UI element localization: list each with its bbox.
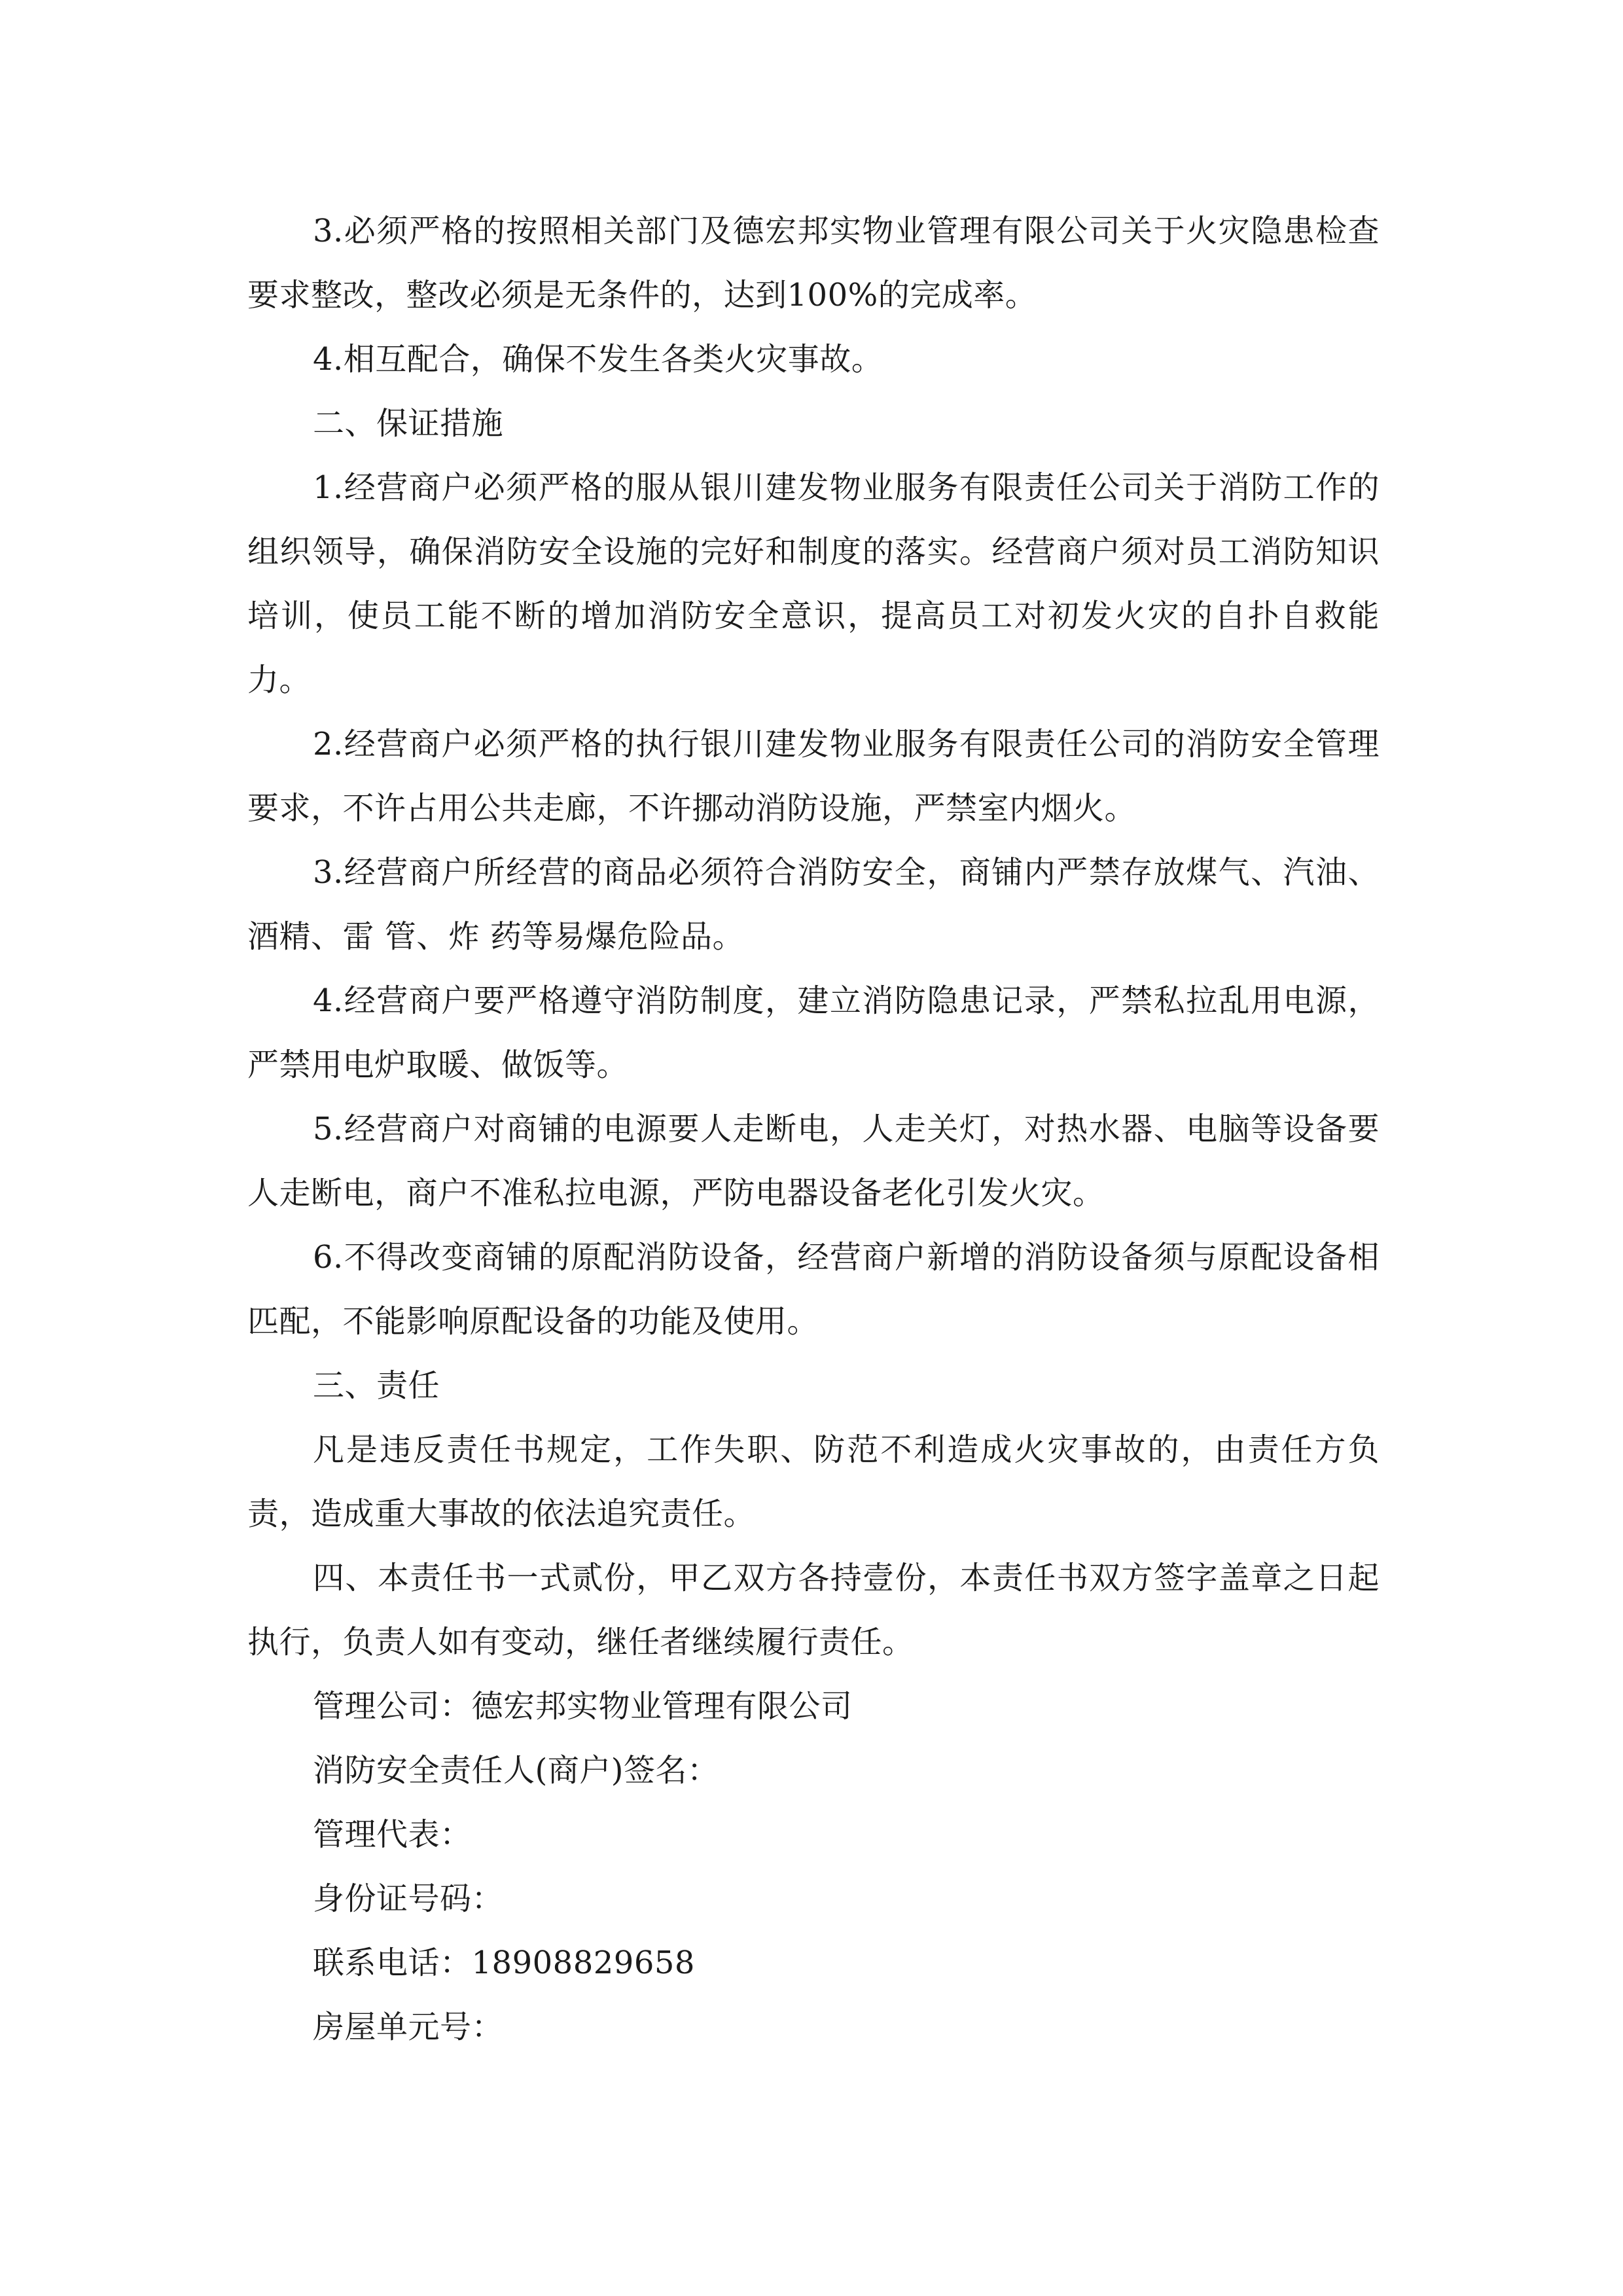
paragraph-item-3-rectification: 3.必须严格的按照相关部门及德宏邦实物业管理有限公司关于火灾隐患检查要求整改，整改必须是无条件的，达到100%的完成率。 xyxy=(247,213,1380,314)
paragraph-responsibility: 凡是违反责任书规定，工作失职、防范不利造成火灾事故的，由责任方负责，造成重大事故的依法追究责任。 xyxy=(247,1431,1380,1532)
signature-line-management-company: 管理公司：德宏邦实物业管理有限公司 xyxy=(313,1688,853,1725)
document-body xyxy=(247,199,1380,2059)
paragraph-copies-clause: 四、本责任书一式贰份，甲乙双方各持壹份，本责任书双方签字盖章之日起执行，负责人如有变动，继任者继续履行责任。 xyxy=(247,1560,1380,1660)
signature-line-phone: 联系电话：18908829658 xyxy=(313,1945,695,1981)
paragraph-measure-6: 6.不得改变商铺的原配消防设备，经营商户新增的消防设备须与原配设备相匹配，不能影响原配设备的功能及使用。 xyxy=(247,1239,1380,1340)
paragraph-measure-4: 4.经营商户要严格遵守消防制度，建立消防隐患记录，严禁私拉乱用电源，严禁用电炉取暖、做饭等。 xyxy=(247,982,1380,1083)
paragraph-measure-1: 1.经营商户必须严格的服从银川建发物业服务有限责任公司关于消防工作的组织领导，确保消防安全设施的完好和制度的落实。经营商户须对员工消防知识培训，使员工能不断的增加消防安全意识，提高员工对初发火灾的自扑自救能力。 xyxy=(247,469,1380,698)
signature-line-unit-number: 房屋单元号： xyxy=(313,2009,504,2045)
paragraph-measure-2: 2.经营商户必须严格的执行银川建发物业服务有限责任公司的消防安全管理要求，不许占用公共走廊，不许挪动消防设施，严禁室内烟火。 xyxy=(247,726,1380,827)
paragraph-measure-5: 5.经营商户对商铺的电源要人走断电，人走关灯，对热水器、电脑等设备要人走断电，商户不准私拉电源，严防电器设备老化引发火灾。 xyxy=(247,1111,1380,1211)
paragraph-item-4-cooperation: 4.相互配合，确保不发生各类火灾事故。 xyxy=(313,341,883,378)
paragraph-measure-3: 3.经营商户所经营的商品必须符合消防安全，商铺内严禁存放煤气、汽油、酒精、雷 管、炸 药等易爆危险品。 xyxy=(247,854,1380,955)
section-heading-responsibility: 三、责任 xyxy=(313,1367,440,1404)
section-heading-guarantee-measures: 二、保证措施 xyxy=(313,405,504,442)
signature-line-management-representative: 管理代表： xyxy=(313,1816,472,1853)
signature-line-id-number: 身份证号码： xyxy=(313,1880,504,1917)
signature-line-merchant-signature: 消防安全责任人(商户)签名： xyxy=(313,1752,719,1789)
